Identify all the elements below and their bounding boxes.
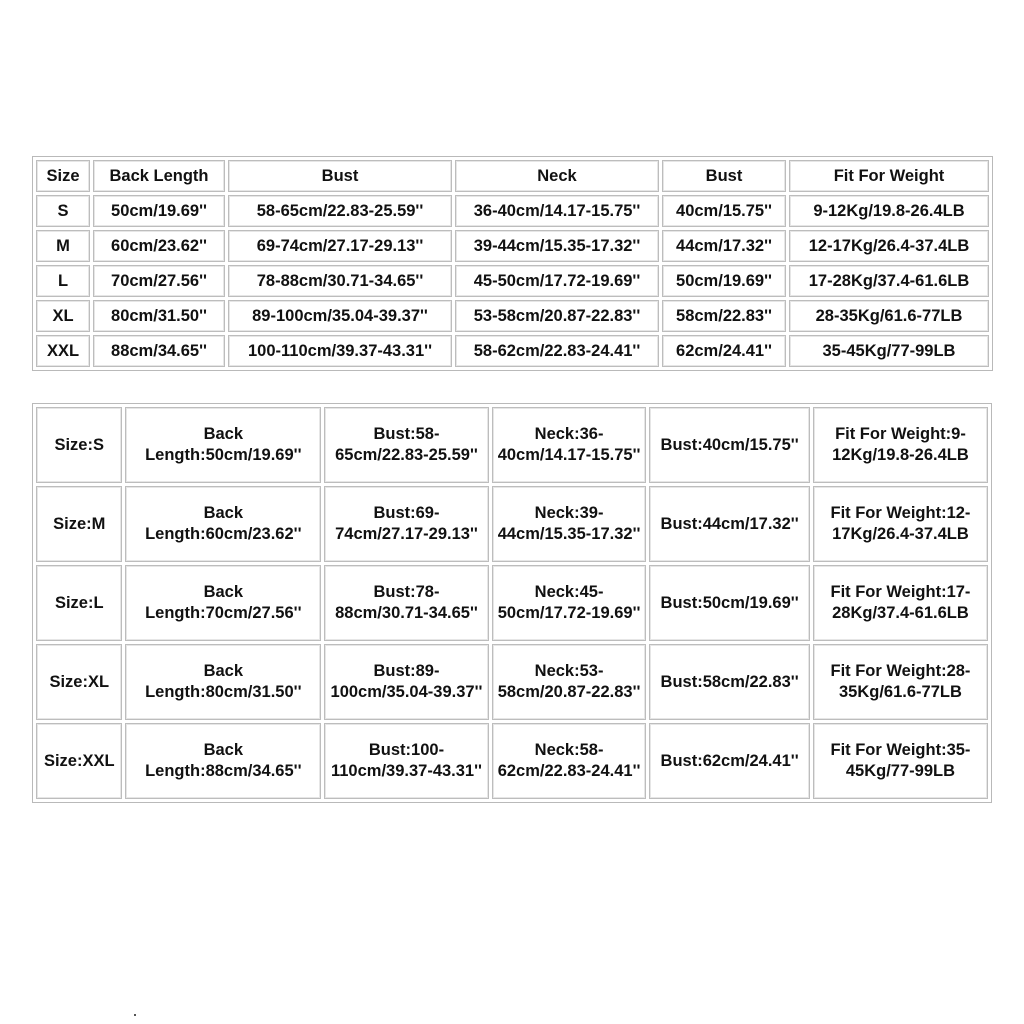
table-row	[36, 195, 989, 227]
table-cell: 58-65cm/22.83-25.59''	[228, 195, 452, 227]
table-cell: 60cm/23.62''	[93, 230, 225, 262]
table-cell: Fit For Weight:28-35Kg/61.6-77LB	[813, 644, 988, 720]
table-row	[36, 407, 988, 483]
table-cell: 89-100cm/35.04-39.37''	[228, 300, 452, 332]
table-cell: Back Length:50cm/19.69''	[125, 407, 321, 483]
table-row	[36, 300, 989, 332]
table-cell: Fit For Weight:12-17Kg/26.4-37.4LB	[813, 486, 988, 562]
table-cell: Bust:58cm/22.83''	[649, 644, 810, 720]
table-cell: 50cm/19.69''	[662, 265, 786, 297]
table-cell: Size:L	[36, 565, 122, 641]
header-cell-bust-2: Bust	[662, 160, 786, 192]
table-cell: Bust:78-88cm/30.71-34.65''	[324, 565, 489, 641]
table-cell: 53-58cm/20.87-22.83''	[455, 300, 659, 332]
table-cell: 9-12Kg/19.8-26.4LB	[789, 195, 989, 227]
table-cell: XXL	[36, 335, 90, 367]
table-cell: Back Length:80cm/31.50''	[125, 644, 321, 720]
table-cell: Bust:62cm/24.41''	[649, 723, 810, 799]
table-cell: Neck:39-44cm/15.35-17.32''	[492, 486, 646, 562]
table-cell: 69-74cm/27.17-29.13''	[228, 230, 452, 262]
table-cell: Neck:36-40cm/14.17-15.75''	[492, 407, 646, 483]
table-cell: Bust:89-100cm/35.04-39.37''	[324, 644, 489, 720]
table-cell: 58cm/22.83''	[662, 300, 786, 332]
table-cell: L	[36, 265, 90, 297]
table-cell: 36-40cm/14.17-15.75''	[455, 195, 659, 227]
table-cell: Bust:44cm/17.32''	[649, 486, 810, 562]
size-chart-table-compact	[32, 156, 993, 371]
table-cell: Fit For Weight:17-28Kg/37.4-61.6LB	[813, 565, 988, 641]
table-cell: Neck:58-62cm/22.83-24.41''	[492, 723, 646, 799]
table-header-row	[36, 160, 989, 192]
table-cell: Size:XL	[36, 644, 122, 720]
table-cell: 88cm/34.65''	[93, 335, 225, 367]
table-cell: 44cm/17.32''	[662, 230, 786, 262]
table-cell: 100-110cm/39.37-43.31''	[228, 335, 452, 367]
table-cell: Back Length:70cm/27.56''	[125, 565, 321, 641]
header-cell-back-length: Back Length	[93, 160, 225, 192]
table-row	[36, 335, 989, 367]
table-cell: 50cm/19.69''	[93, 195, 225, 227]
header-cell-bust: Bust	[228, 160, 452, 192]
table-cell: Back Length:88cm/34.65''	[125, 723, 321, 799]
table-cell: Neck:53-58cm/20.87-22.83''	[492, 644, 646, 720]
table-cell: Fit For Weight:35-45Kg/77-99LB	[813, 723, 988, 799]
table-cell: Back Length:60cm/23.62''	[125, 486, 321, 562]
size-chart-table-labeled	[32, 403, 992, 803]
table-row	[36, 723, 988, 799]
table-cell: Size:M	[36, 486, 122, 562]
table-cell: Bust:50cm/19.69''	[649, 565, 810, 641]
table-cell: Neck:45-50cm/17.72-19.69''	[492, 565, 646, 641]
table-cell: 70cm/27.56''	[93, 265, 225, 297]
table-row	[36, 644, 988, 720]
table-cell: 80cm/31.50''	[93, 300, 225, 332]
table-row	[36, 265, 989, 297]
table-cell: 78-88cm/30.71-34.65''	[228, 265, 452, 297]
table-cell: Bust:100-110cm/39.37-43.31''	[324, 723, 489, 799]
table-row	[36, 486, 988, 562]
table-cell: Size:XXL	[36, 723, 122, 799]
table-cell: Bust:40cm/15.75''	[649, 407, 810, 483]
table-cell: 40cm/15.75''	[662, 195, 786, 227]
table-cell: 35-45Kg/77-99LB	[789, 335, 989, 367]
header-cell-size: Size	[36, 160, 90, 192]
header-cell-fit-for-weight: Fit For Weight	[789, 160, 989, 192]
table-cell: Bust:58-65cm/22.83-25.59''	[324, 407, 489, 483]
table-cell: Bust:69-74cm/27.17-29.13''	[324, 486, 489, 562]
table-cell: 62cm/24.41''	[662, 335, 786, 367]
table-cell: S	[36, 195, 90, 227]
speck-dot	[134, 1014, 136, 1016]
table-cell: 28-35Kg/61.6-77LB	[789, 300, 989, 332]
table-row	[36, 230, 989, 262]
table-cell: Size:S	[36, 407, 122, 483]
table-cell: Fit For Weight:9-12Kg/19.8-26.4LB	[813, 407, 988, 483]
table-row	[36, 565, 988, 641]
header-cell-neck: Neck	[455, 160, 659, 192]
table-cell: 39-44cm/15.35-17.32''	[455, 230, 659, 262]
table-cell: XL	[36, 300, 90, 332]
table-cell: 17-28Kg/37.4-61.6LB	[789, 265, 989, 297]
table-cell: 45-50cm/17.72-19.69''	[455, 265, 659, 297]
table-cell: M	[36, 230, 90, 262]
table-cell: 12-17Kg/26.4-37.4LB	[789, 230, 989, 262]
table-cell: 58-62cm/22.83-24.41''	[455, 335, 659, 367]
